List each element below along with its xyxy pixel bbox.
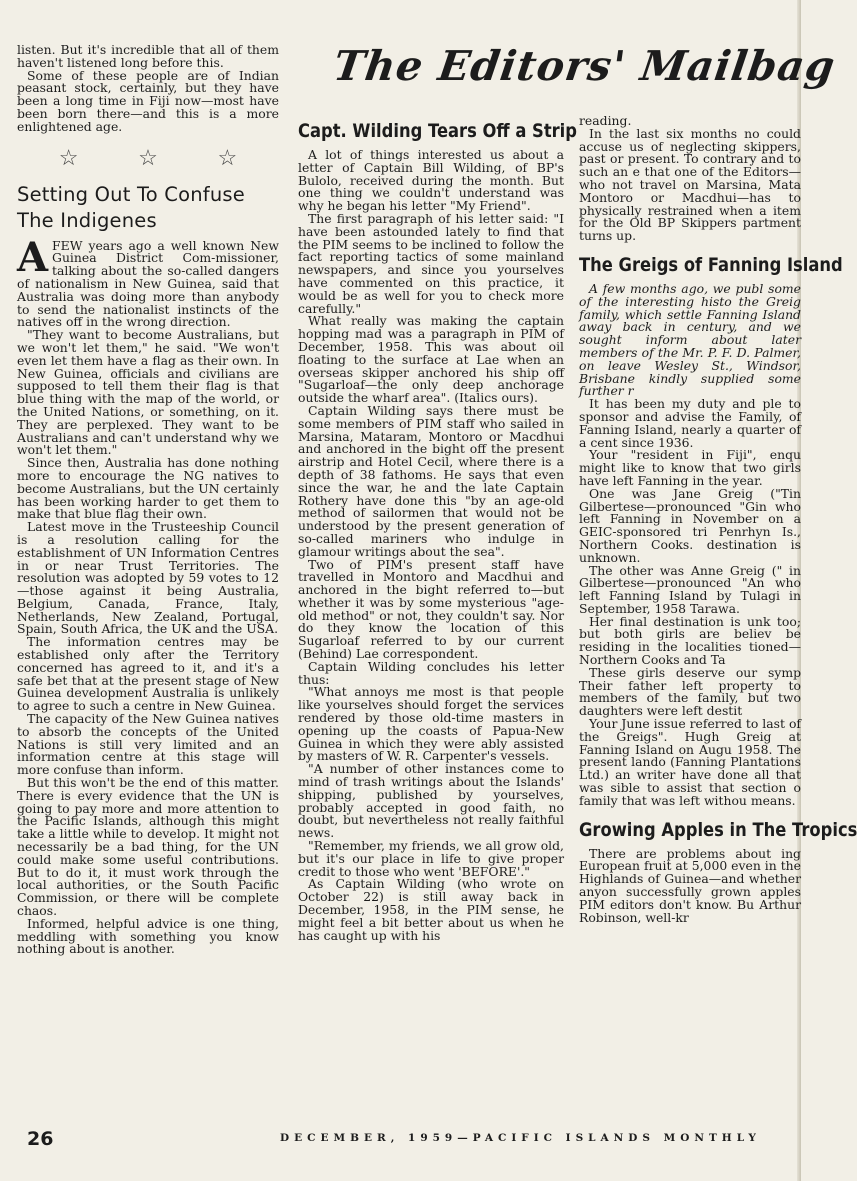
page-footer [0,1122,801,1162]
paragraph: Since then, Australia has done nothing more to encourage the NG natives to become Australians, but the UN certainly has been working harder to get them to make that blue flag their own. [17,455,279,522]
paragraph: Your "resident in Fiji", enqu might like to know that two girls have left Fanning in the year. [579,447,801,488]
paragraph: Two of PIM's present staff have travelled in Montoro and Macdhui and anchored in the bight referred to—but whether it was by some mysterious "age-old method" or not, they couldn't say. Nor do they know the location of this Sugarloaf referred to by our current (Behind) Lae correspondent. [298,556,564,662]
paragraph: In the last six months no could accuse us of neglecting skippers, past or present. To contrary and to such an e that one of the Editors—who not travel on Marsina, Mata Montoro or Macdhui—has to physically restrained when a item for the Old BP Skippers partment turns up. [579,125,801,244]
paragraph: "What annoys me most is that people like yourselves should forget the services rendered by those old-time masters in opening up the coasts of Papua-New Guinea in which they were ably assisted by masters of W. R. Carpenter's vessels. [298,684,564,764]
paragraph: What really was making the captain hopping mad was a paragraph in PIM of December, 1958. This was about oil floating to the surface at Lae when an overseas skipper anchored his ship off "Sugarloaf—the only deep anchorage outside the wharf area". (Italics ours). [298,313,564,406]
article-heading: The Greigs of Fanning Island [579,253,843,276]
italic-intro: A few months ago, we publ some of the interesting histo the Greig family, which settle Fanning Island away back in century, and we sought inform about later members of the Mr. P. F. D. Palmer, on leave Wesley St., Windsor, Brisbane kindly supplied some further r [579,280,801,399]
paragraph: "Remember, my friends, we all grow old, but it's our place in life to give proper credit to those who went 'BEFORE'." [298,838,564,879]
column-right [579,113,857,1115]
paragraph: There are problems about ing European fruit at 5,000 even in the Highlands of Guinea—and whether anyon successfully grown apples PIM editors don't know. Bu Arthur Robinson, well-kr [579,845,801,925]
paragraph: listen. But it's incredible that all of them haven't listened long before this. [17,42,279,70]
drop-cap: A [17,233,49,281]
folio-line: DECEMBER, 1959—PACIFIC ISLANDS MONTHLY [280,1132,761,1144]
article-heading: Growing Apples in The Tropics [579,818,857,841]
paragraph: "They want to become Australians, but we won't let them," he said. "We won't even let them have a flag as their own. In New Guinea, officials and civilians are supposed to tell them their flag is that blue thing with the map of the world, or the United Nations, or something, on it. They are perplexed. They want to be Australians and can't understand why we won't let them." [17,327,279,458]
column-middle [298,115,577,1115]
lead-paragraph [17,233,279,330]
paragraph: Latest move in the Trusteeship Council is a resolution calling for the establishment of UN Information Centres in or near Trust Territories. The resolution was adopted by 59 votes to 12—those against it being Australia, Belgium, Canada, France, Italy, Netherlands, New Zealand, Portugal, Spain, South Africa, the UK and the USA. [17,519,279,637]
paragraph: These girls deserve our symp Their father left property to members of the family, but two daughters were left destit [579,664,801,719]
article-heading: Capt. Wilding Tears Off a Strip [298,120,577,142]
paragraph: "A number of other instances come to mind of trash writings about the Islands' shipping, published by yourselves, probably accepted in good faith, no doubt, but nevertheless not really faithful news. [298,761,564,841]
paragraph: The first paragraph of his letter said: "I have been astounded lately to find that the PIM seems to be inclined to follow the fact reporting tactics of some mainland newspapers, and since you yourselves have commented on this practice, it would be as well for you to check more carefully." [298,210,564,316]
paragraph: The other was Anne Greig (" in Gilbertese—pronounced "An who left Fanning Island by Tulagi in September, 1958 Tarawa. [579,562,801,616]
page-number: 26 [27,1128,54,1150]
paragraph: As Captain Wilding (who wrote on October 22) is still away back in December, 1958, in the PIM sense, he might feel a bit better about us when he has caught up with his [298,876,564,943]
star-icon: ☆ [138,145,158,171]
masthead [330,42,839,112]
article-heading: Setting Out To Confuse The Indigenes [17,182,245,232]
paragraph: A lot of things interested us about a letter of Captain Bill Wilding, of BP's Bulolo, received during the month. But one thing we couldn't understand was why he began his letter "My Friend". [298,147,564,214]
section-divider-stars [29,146,267,172]
paragraph: Some of these people are of Indian peasant stock, certainly, but they have been a long time in Fiji now—most have been born there—and this is a more enlightened age. [17,67,279,134]
paragraph: Your June issue referred to last of the Greigs". Hugh Greig at Fanning Island on Augu 1958. The present lando (Fanning Plantations Ltd.) an writer have done all that was sible to assist that section o family that was left withou means. [579,716,801,808]
paragraph: reading. [579,113,632,128]
paragraph: Captain Wilding concludes his letter thus: [298,658,564,687]
star-icon: ☆ [58,145,79,171]
masthead-title: The Editors' Mailbag [330,42,839,90]
paragraph: The capacity of the New Guinea natives to absorb the concepts of the United Nations is still very limited and an information centre at this stage will more confuse than inform. [17,711,279,778]
paragraph: Captain Wilding says there must be some members of PIM staff who sailed in Marsina, Mataram, Montoro or Macdhui and anchored in the bight off the present airstrip and Hotel Cecil, where there is a depth of 38 fathoms. He says that even since the war, he and the late Captain Rothery have done this "by an age-old method of sailormen that would not be understood by the present generation of so-called mariners who indulge in glamour writings about the sea". [298,402,564,559]
paragraph: One was Jane Greig ("Tin Gilbertese—pronounced "Gin who left Fanning in November on a GEIC-sponsored tri Penrhyn Is., Northern Cooks. destination is unknown. [579,485,801,565]
paragraph: But this won't be the end of this matter. There is every evidence that the UN is going to pay more and more attention to the Pacific Islands, although this might take a little while to develop. It might not necessarily be a bad thing, for the UN could make some useful contributions. But to do it, it must work through the local authorities, or the South Pacific Commission, or there will be complete chaos. [17,775,279,919]
lead-text: FEW years ago a well known New Guinea District Com-missioner, talking about the so-called dangers of nationalism in New Guinea, said that Australia was doing more than anybody to send the nationalist instincts of the natives off in the wrong direction. [17,237,279,330]
paragraph: Informed, helpful advice is one thing, meddling with something you know nothing about is another. [17,915,279,957]
paragraph: It has been my duty and ple to sponsor and advise the Family, of Fanning Island, nearly a quarter of a cent since 1936. [579,396,801,450]
star-icon: ☆ [217,145,238,171]
paragraph: Her final destination is unk too; but both girls are believ be residing in the localities tioned—Northern Cooks and Ta [579,613,801,668]
column-left [17,44,279,1104]
paragraph: The information centres may be established only after the Territory concerned has agreed to it, and it's a safe bet that at the present stage of New Guinea development Australia is unlikely to agree to such a centre in New Guinea. [17,634,279,714]
